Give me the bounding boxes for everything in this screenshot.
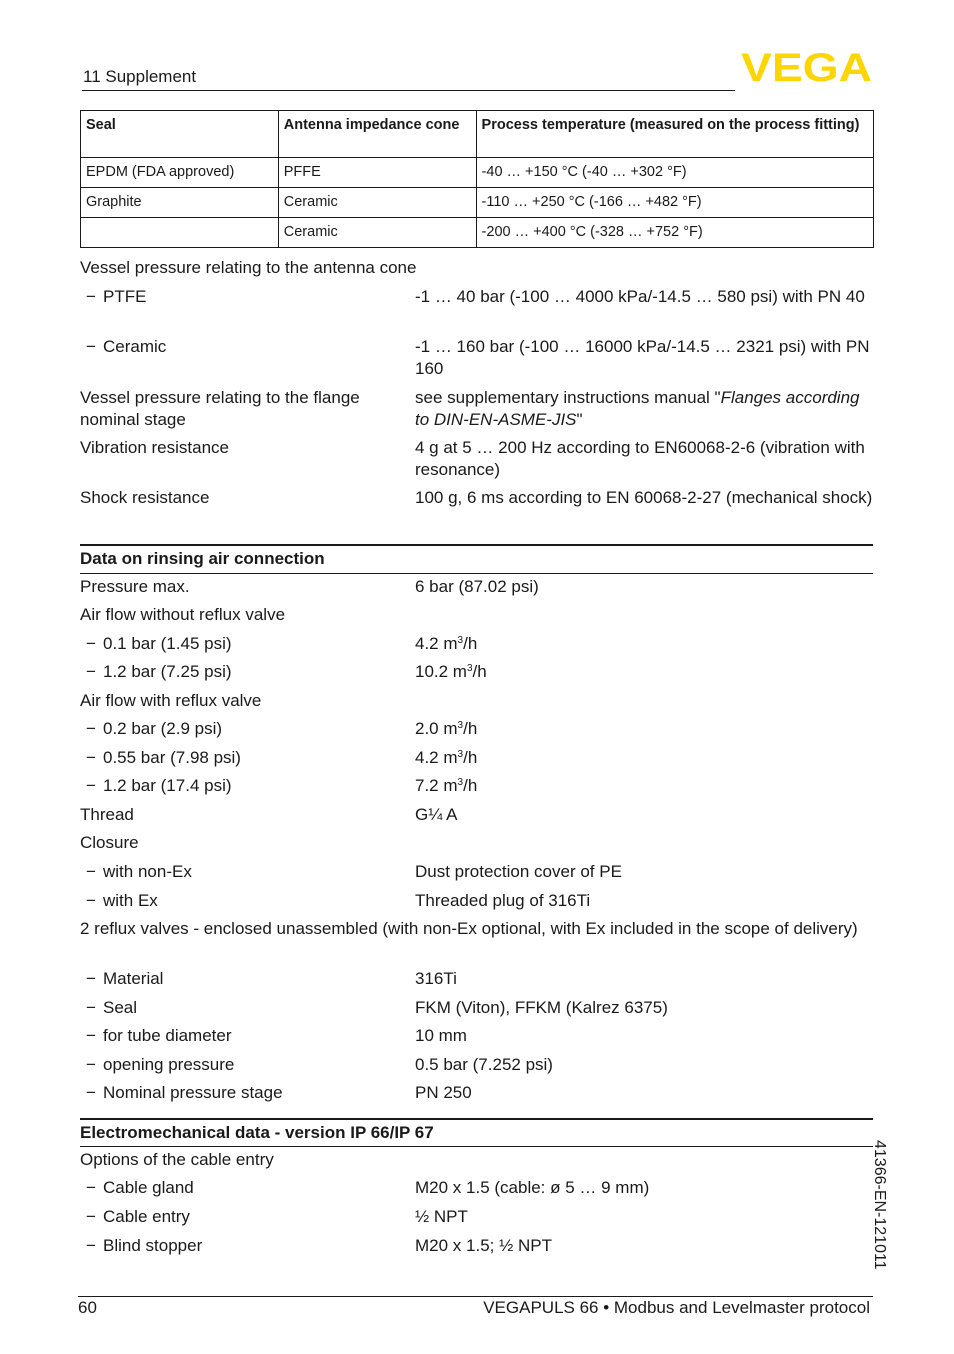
dash: − (86, 891, 96, 910)
table-cell: Ceramic (278, 218, 476, 248)
unit-exponent: 3 (466, 663, 473, 674)
logo-text: VEGA (741, 50, 872, 84)
dash: − (86, 287, 96, 306)
spec-label (86, 286, 404, 308)
vessel-heading: Vessel pressure relating to the antenna cone (80, 258, 417, 277)
dash: − (86, 1026, 96, 1045)
flow-number: 4.2 m (415, 634, 458, 653)
spec-value (415, 633, 873, 655)
reflux-note: 2 reflux valves - enclosed unassembled (with non-Ex optional, with Ex included in the scope of delivery) (80, 919, 858, 938)
dash: − (86, 776, 96, 795)
unit-exponent: 3 (457, 777, 464, 788)
dash: − (86, 1083, 96, 1102)
spec-label-text: 1.2 bar (17.4 psi) (103, 776, 232, 795)
header-rule (82, 90, 735, 91)
spec-label: Pressure max. (80, 577, 190, 596)
section-title-rinsing: Data on rinsing air connection (80, 549, 325, 568)
spec-label-text: Nominal pressure stage (103, 1083, 283, 1102)
table-cell: -200 … +400 °C (-328 … +752 °F) (476, 218, 873, 248)
spec-label-text: Material (103, 969, 164, 988)
spec-value: -1 … 40 bar (-100 … 4000 kPa/-14.5 … 580 psi) with PN 40 (415, 287, 865, 306)
spec-label-text: 1.2 bar (7.25 psi) (103, 662, 232, 681)
spec-value: 6 bar (87.02 psi) (415, 577, 539, 596)
table-cell: Ceramic (278, 188, 476, 218)
flow-number: 7.2 m (415, 776, 458, 795)
unit-exponent: 3 (457, 749, 464, 760)
spec-label: Vibration resistance (80, 438, 229, 457)
spec-label-text: 0.2 bar (2.9 psi) (103, 719, 223, 738)
footer-rule (78, 1296, 873, 1297)
flow-number: 4.2 m (415, 748, 458, 767)
spec-label: Vessel pressure relating to the flange nominal stage (80, 388, 360, 429)
unit-tail: /h (472, 662, 487, 681)
spec-label-text: with non-Ex (103, 862, 192, 881)
dash: − (86, 1055, 96, 1074)
spec-value: M20 x 1.5 (cable: ø 5 … 9 mm) (415, 1178, 650, 1197)
dash: − (86, 719, 96, 738)
spec-label (86, 718, 404, 740)
spec-label (86, 1054, 404, 1076)
spec-label (86, 997, 404, 1019)
spec-value: Threaded plug of 316Ti (415, 891, 591, 910)
spec-label-text: Blind stopper (103, 1236, 203, 1255)
spec-label: Air flow without reflux valve (80, 605, 286, 624)
spec-label: Thread (80, 805, 134, 824)
vega-logo (741, 50, 873, 84)
unit-tail: /h (463, 634, 478, 653)
spec-label-text: 0.55 bar (7.98 psi) (103, 748, 241, 767)
spec-label (86, 1025, 404, 1047)
spec-label: Air flow with reflux valve (80, 691, 262, 710)
spec-value: ½ NPT (415, 1207, 468, 1226)
spec-value: -1 … 160 bar (-100 … 16000 kPa/-14.5 … 2321 psi) with PN 160 (415, 337, 870, 378)
spec-label (86, 890, 404, 912)
unit-tail: /h (463, 719, 478, 738)
table-cell (81, 218, 279, 248)
table-cell: EPDM (FDA approved) (81, 158, 279, 188)
seal-table (80, 110, 874, 248)
spec-label (86, 968, 404, 990)
flange-value-pre: see supplementary instructions manual " (415, 388, 721, 407)
dash: − (86, 1207, 96, 1226)
flange-value-post: " (576, 410, 583, 429)
spec-value (415, 775, 873, 797)
spec-value: 10 mm (415, 1026, 467, 1045)
spec-value (415, 747, 873, 769)
spec-label: Shock resistance (80, 488, 210, 507)
spec-value: G¼ A (415, 805, 458, 824)
dash: − (86, 862, 96, 881)
spec-value: PN 250 (415, 1083, 472, 1102)
dash: − (86, 748, 96, 767)
document-code (858, 1140, 918, 1290)
table-cell: Graphite (81, 188, 279, 218)
dash: − (86, 969, 96, 988)
spec-value: FKM (Viton), FFKM (Kalrez 6375) (415, 998, 668, 1017)
table-cell: -110 … +250 °C (-166 … +482 °F) (476, 188, 873, 218)
spec-label (86, 633, 404, 655)
table-row (81, 218, 874, 248)
spec-label-text: for tube diameter (103, 1026, 232, 1045)
section-rule-bottom (80, 1146, 873, 1147)
table-header-cell: Process temperature (measured on the process fitting) (476, 111, 873, 158)
spec-label-text: with Ex (103, 891, 158, 910)
spec-label: Options of the cable entry (80, 1150, 274, 1169)
spec-label-text: Cable entry (103, 1207, 190, 1226)
table-row (81, 158, 874, 188)
spec-label (86, 861, 404, 883)
table-header-row (81, 111, 874, 158)
spec-label (86, 775, 404, 797)
spec-label (86, 336, 404, 358)
spec-label (86, 747, 404, 769)
unit-exponent: 3 (457, 720, 464, 731)
dash: − (86, 337, 96, 356)
spec-label (86, 1177, 404, 1199)
spec-value (415, 661, 873, 683)
dash: − (86, 1236, 96, 1255)
spec-label-text: opening pressure (103, 1055, 235, 1074)
unit-exponent: 3 (457, 635, 464, 646)
spec-label-text: 0.1 bar (1.45 psi) (103, 634, 232, 653)
document-code-text: 41366-EN-121011 (871, 1140, 888, 1270)
table-cell: PFFE (278, 158, 476, 188)
spec-value: Dust protection cover of PE (415, 862, 622, 881)
spec-label-text: Ceramic (103, 337, 167, 356)
spec-value: 316Ti (415, 969, 457, 988)
section-rule-bottom (80, 573, 873, 574)
unit-tail: /h (463, 748, 478, 767)
page-number: 60 (78, 1298, 97, 1317)
table-row (81, 188, 874, 218)
table-cell: -40 … +150 °C (-40 … +302 °F) (476, 158, 873, 188)
spec-label (86, 1235, 404, 1257)
spec-label (86, 1082, 404, 1104)
footer-title: VEGAPULS 66 • Modbus and Levelmaster protocol (483, 1298, 870, 1317)
flow-number: 2.0 m (415, 719, 458, 738)
spec-value: 100 g, 6 ms according to EN 60068-2-27 (mechanical shock) (415, 488, 873, 507)
spec-value (415, 387, 873, 431)
section-title-electro: Electromechanical data - version IP 66/IP 67 (80, 1123, 434, 1142)
spec-label-text: PTFE (103, 287, 147, 306)
table-header-cell: Antenna impedance cone (278, 111, 476, 158)
flow-number: 10.2 m (415, 662, 467, 681)
flange-manual-title: Flanges according to DIN-EN-ASME-JIS (415, 388, 860, 429)
table-header-cell: Seal (81, 111, 279, 158)
dash: − (86, 1178, 96, 1197)
header-section: 11 Supplement (83, 67, 197, 86)
spec-value (415, 718, 873, 740)
spec-label-text: Seal (103, 998, 138, 1017)
section-rule-top (80, 544, 873, 546)
dash: − (86, 634, 96, 653)
dash: − (86, 662, 96, 681)
spec-label-text: Cable gland (103, 1178, 194, 1197)
spec-value: 4 g at 5 … 200 Hz according to EN60068-2-6 (vibration with resonance) (415, 438, 865, 479)
dash: − (86, 998, 96, 1017)
unit-tail: /h (463, 776, 478, 795)
spec-value: M20 x 1.5; ½ NPT (415, 1236, 552, 1255)
spec-label: Closure (80, 833, 139, 852)
spec-value: 0.5 bar (7.252 psi) (415, 1055, 553, 1074)
section-rule-top (80, 1118, 873, 1120)
spec-label (86, 1206, 404, 1228)
spec-label (86, 661, 404, 683)
